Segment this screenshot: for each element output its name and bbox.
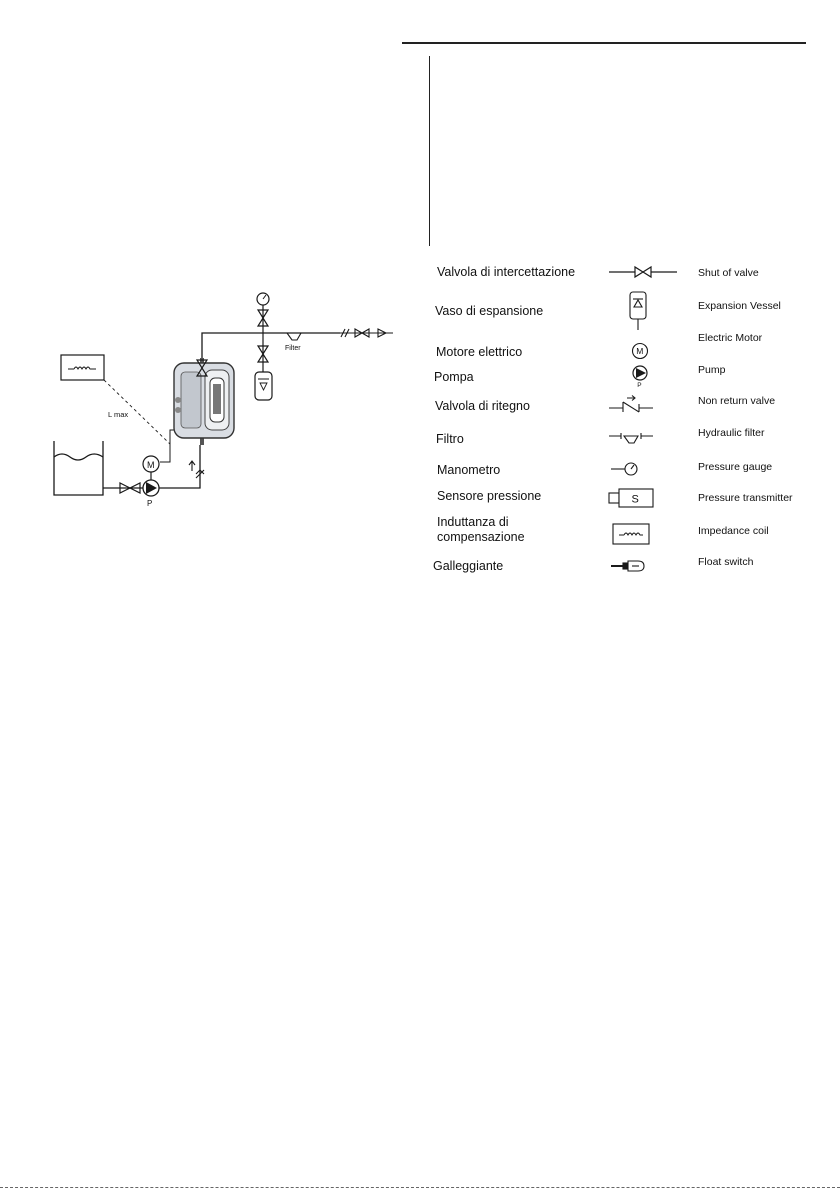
electric-motor-icon — [630, 341, 650, 361]
legend-en-electric-motor: Electric Motor — [698, 332, 763, 344]
legend-it-impedance-coil-line1: Induttanza di — [437, 515, 509, 529]
legend-it-float-switch: Galleggiante — [433, 559, 504, 573]
pressure-gauge-icon — [609, 460, 643, 478]
legend-it-pressure-gauge: Manometro — [437, 463, 501, 477]
legend-it-shut-off-valve: Valvola di intercettazione — [437, 265, 576, 279]
legend-en-pump: Pump — [698, 364, 726, 376]
legend-en-non-return-valve: Non return valve — [698, 395, 776, 407]
svg-text:S: S — [631, 493, 639, 506]
pump-delivery-pipe — [159, 445, 200, 488]
impedance-coil-icon — [611, 522, 651, 546]
pressure-transmitter-icon — [607, 487, 657, 509]
pump-p — [143, 480, 159, 496]
water-level — [54, 454, 103, 460]
float-switch-icon — [609, 557, 649, 573]
legend-it-expansion-vessel: Vaso di espansione — [435, 304, 544, 318]
legend-it-non-return-valve: Valvola di ritegno — [435, 399, 530, 413]
legend-it-pressure-transmitter: Sensore pressione — [437, 489, 542, 503]
side-divider — [429, 56, 430, 246]
water-tank — [54, 441, 103, 495]
bottom-edge — [0, 1187, 840, 1188]
legend-it-hydraulic-filter: Filtro — [436, 432, 464, 446]
lmax-label: L max — [108, 410, 129, 419]
svg-text:M: M — [636, 346, 644, 357]
legend-it-pump: Pompa — [434, 370, 474, 384]
legend-en-pressure-gauge: Pressure gauge — [698, 461, 773, 473]
header-rule — [402, 42, 806, 44]
legend-en-hydraulic-filter: Hydraulic filter — [698, 427, 765, 439]
expansion-vessel-icon — [626, 290, 650, 332]
legend-it-impedance-coil-line2: compensazione — [437, 530, 525, 544]
pump-icon — [630, 364, 650, 388]
pump-label: P — [147, 499, 153, 508]
expansion-vessel — [255, 372, 272, 400]
check-valve — [189, 461, 204, 478]
motor-label: M — [147, 460, 155, 470]
legend-en-pressure-transmitter: Pressure transmitter — [698, 492, 793, 504]
hydraulic-filter-icon — [607, 428, 657, 448]
hydraulic-filter — [287, 333, 301, 340]
installation-diagram — [0, 0, 420, 560]
outlet-end — [340, 329, 393, 337]
filter-label: Filter — [285, 345, 301, 352]
legend-it-electric-motor: Motore elettrico — [436, 345, 523, 359]
legend-en-impedance-coil: Impedance coil — [698, 525, 769, 537]
shut-off-valve-icon — [607, 264, 679, 280]
legend-en-float-switch: Float switch — [698, 556, 754, 568]
legend-en-expansion-vessel: Expansion Vessel — [698, 300, 781, 312]
legend-en-shut-off-valve: Shut of valve — [698, 267, 759, 279]
delivery-pipe — [202, 333, 340, 358]
non-return-valve-icon — [607, 394, 657, 414]
svg-text:P: P — [637, 382, 642, 388]
